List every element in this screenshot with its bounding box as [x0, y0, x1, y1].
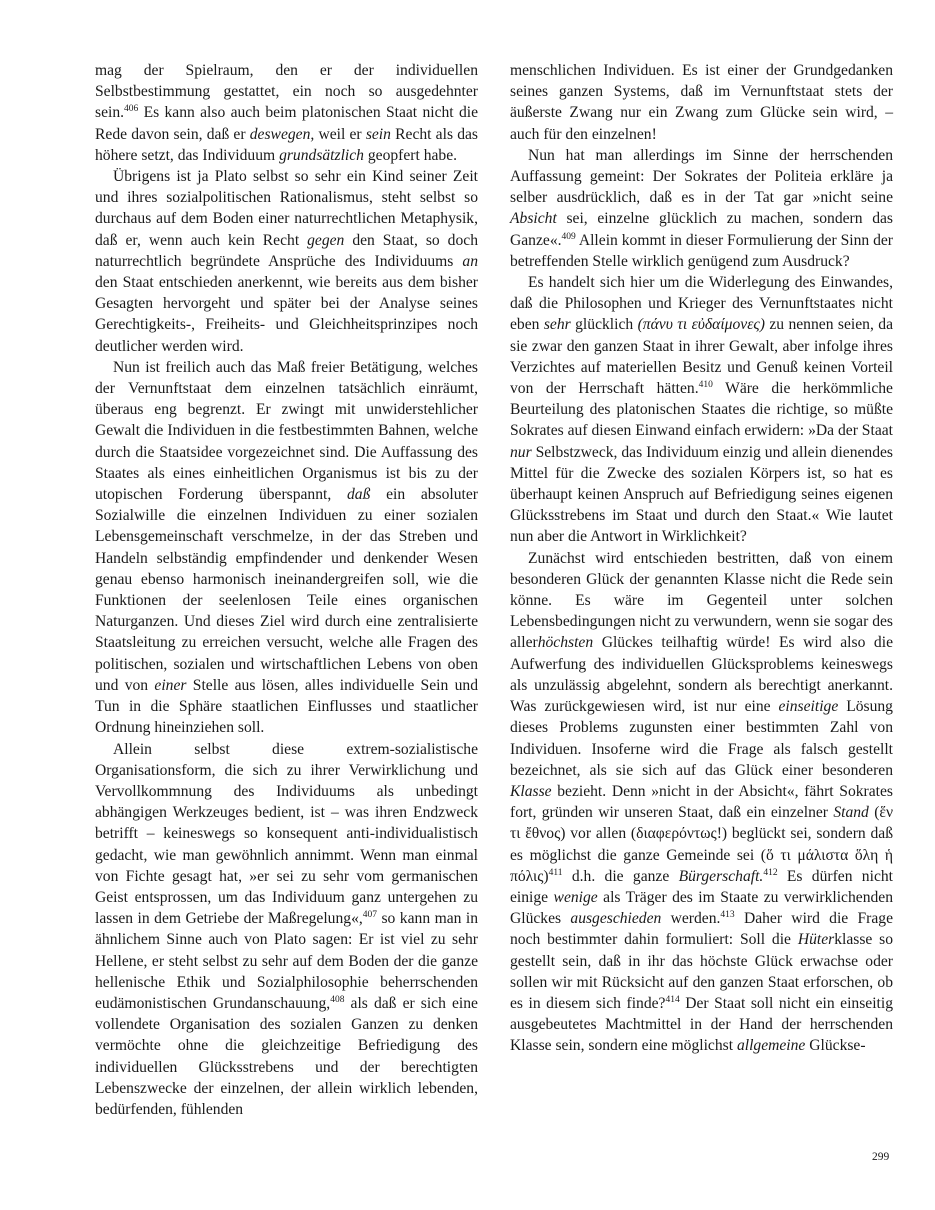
paragraph: Nun ist freilich auch das Maß freier Betätigung, welches der Vernunftstaat dem einzelnen tatsächlich einräumt, überaus eng begrenzt. Er zwingt mit unwiderstehlicher Gewalt die Individuen in die festbestimmten Bahnen, welche durch die Staatsidee vorgezeichnet sind. Die Auffassung des Staates als eines einheitlichen Organismus ist bis zu der utopischen Forderung überspannt, daß ein absoluter Sozialwille die einzelnen Individuen zu einer sozialen Lebensgemeinschaft verschmelze, in der das Streben und Handeln selbständig empfindender und denkender Wesen genau ebenso harmonisch ineinandergreifen soll, wie die Funktionen der seelenlosen Teile eines organischen Naturganzen. Und dieses Ziel wird durch eine zentralisierte Staatsleitung zu erreichen versucht, welche alle Fragen des politischen, sozialen und wirtschaftlichen Lebens von oben und von einer Stelle aus lösen, alles individuelle Sein und Tun in die Sphäre staatlichen Einflusses und staatlicher Ordnung hineinziehen soll. [95, 358, 478, 737]
footnote-ref: 412 [763, 867, 778, 878]
footnote-ref: 410 [698, 380, 713, 391]
footnote-ref: 406 [124, 104, 139, 115]
footnote-ref: 414 [665, 994, 680, 1005]
paragraph: Übrigens ist ja Plato selbst so sehr ein Kind seiner Zeit und ihres sozialpolitischen Rationalismus, steht selbst so durchaus auf dem Boden einer naturrechtlichen Metaphysik, daß er, wenn auch kein Recht gegen den Staat, so doch naturrechtlich begründete Ansprüche des Individuums an den Staat entschieden anerkennt, wie bereits aus dem bisher Gesagten hervorgeht und später bei der Analyse seines Gerechtigkeits-, Freiheits- und Gleichheitsprinzipes noch deutlicher werden wird. [95, 168, 478, 355]
paragraph: Nun hat man allerdings im Sinne der herrschenden Auffassung gemeint: Der Sokrates der Politeia erkläre ja selber ausdrücklich, daß es in der Tat gar »nicht seine Absicht sei, einzelne glücklich zu machen, sondern das Ganze«.$^{409}$ Allein kommt in dieser Formulierung der Sinn der betreffenden Stelle wirklich genügend zum Ausdruck? [510, 146, 893, 270]
footnote-ref: 413 [720, 910, 735, 921]
left-column [95, 60, 478, 1120]
page-number: 299 [872, 1151, 890, 1163]
right-column [510, 60, 893, 1057]
paragraph: Es handelt sich hier um die Widerlegung des Einwandes, daß die Philosophen und Krieger des Vernunftstaates nicht eben sehr glücklich (πάνυ τι εὐδαίμονες) zu nennen seien, da sie zwar den ganzen Staat in ihrer Gewalt, aber infolge ihres Verzichtes auf materiellen Besitz und Genuß keinen Vorteil von der Herrschaft hätten.$^{410}$ Wäre die herkömmliche Beurteilung des platonischen Staates die richtige, so müßte Sokrates auf diesen Einwand einfach erwidern: »Da der Staat nur Selbstzweck, das Individuum einzig und allein dienendes Mittel für die Zwecke des sozialen Körpers ist, so hat es überhaupt keinen Anspruch auf Befriedigung seines eigenen Glücksstrebens im Staat und durch den Staat.« Wie lautet nun aber die Antwort in Wirklichkeit? [510, 274, 893, 546]
footnote-ref: 411 [548, 867, 563, 878]
footnote-ref: 409 [561, 231, 576, 242]
paragraph: mag der Spielraum, den er der individuellen Selbstbestimmung gestattet, ein noch so ausgedehnter sein.$^{406}$ Es kann also auch beim platonischen Staat nicht die Rede davon sein, daß er deswegen, weil er sein Recht als das höhere setzt, das Individuum grundsätzlich geopfert habe. [95, 62, 478, 164]
paragraph: menschlichen Individuen. Es ist einer der Grundgedanken seines ganzen Systems, daß im Vernunftstaat stets der äußerste Zwang nur ein Zwang zum Glücke sein wird, – auch für den einzelnen! [510, 62, 893, 143]
footnote-ref: 408 [330, 994, 345, 1005]
paragraph: Allein selbst diese extrem-sozialistische Organisationsform, die sich zu ihrer Verwirklichung und Vervollkommnung des Individuums als unbedingt abhängigen Werkzeuges bedient, ist – was ihren Endzweck betrifft – keineswegs so konsequent anti-individualistisch gedacht, wie man gewöhnlich annimmt. Wenn man einmal von Fichte gesagt hat, »er sei zu sehr vom germanischen Geist entsprossen, um das Individuum ganz untergehen zu lassen in dem Getriebe der Maßregelung«,$^{407}$ so kann man in ähnlichem Sinne auch von Plato sagen: Er ist viel zu sehr Hellene, er steht selbst zu sehr auf dem Boden der die ganze hellenische Ethik und Sozialphilosophie beherrschenden eudämonistischen Grundanschauung,$^{408}$ als daß er sich eine vollendete Organisation des sozialen Ganzen zu denken vermöchte ohne die gleichzeitige Befriedigung des individuellen Glücksstrebens und der berechtigten Lebenszwecke der einzelnen, der allein wirklich lebenden, bedürfenden, fühlenden [95, 740, 478, 1118]
footnote-ref: 407 [362, 910, 378, 921]
paragraph: Zunächst wird entschieden bestritten, daß von einem besonderen Glück der genannten Klasse nicht die Rede sein könne. Es wäre im Gegenteil unter solchen Lebensbedingungen nicht zu verwundern, wenn sie sogar des allerhöchsten Glückes teilhaftig würde! Es wird also die Aufwerfung des individuellen Glücksproblems keineswegs als unzulässig abgelehnt, sondern als berechtigt anerkannt. Was zurückgewiesen wird, ist nur eine einseitige Lösung dieses Problems zugunsten einer bestimmten Zahl von Individuen. Insoferne wird die Frage als falsch gestellt bezeichnet, als sie sich auf das Glück einer besonderen Klasse bezieht. Denn »nicht in der Absicht«, fährt Sokrates fort, gründen wir unseren Staat, daß ein einzelner Stand (ἕν τι ἔθνος) vor allen (διαφερόντως!) beglückt sei, sondern daß es möglichst die ganze Gemeinde sei (ὅ τι μάλιστα ὅλη ἡ πόλις)$^{411}$ d.h. die ganze Bürgerschaft.$^{412}$ Es dürfen nicht einige wenige als Träger des im Staate zu verwirklichenden Glückes ausgeschieden werden.$^{413}$ Daher wird die Frage noch bestimmter dahin formuliert: Soll die Hüterklasse so gestellt sein, daß in ihr das höchste Glück erwachse oder sollen wir mit Rücksicht auf den ganzen Staat erforschen, ob es in diesem sich finde?$^{414}$ Der Staat soll nicht ein einseitig ausgebeutetes Machtmittel in der Hand der herrschenden Klasse sein, sondern eine möglichst allgemeine Glückse- [510, 549, 894, 1055]
